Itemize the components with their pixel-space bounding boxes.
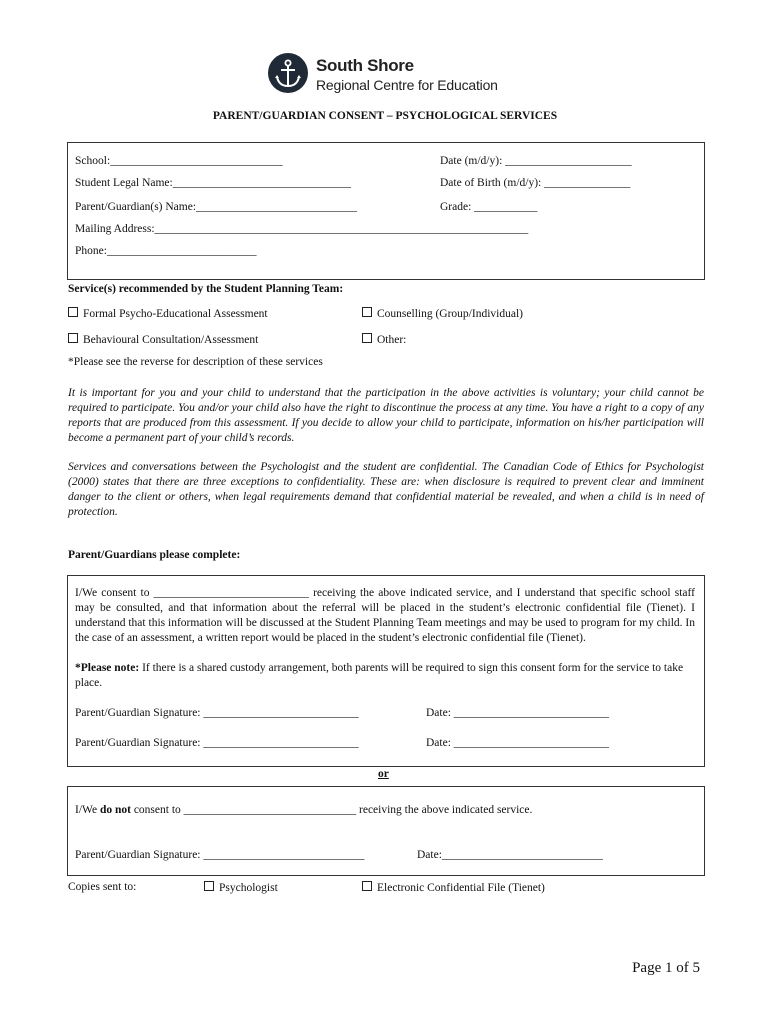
org-subtitle: Regional Centre for Education: [316, 77, 498, 93]
page-number: Page 1 of 5: [632, 960, 700, 976]
grade-field[interactable]: Grade: ___________: [440, 201, 538, 213]
option-label: Behavioural Consultation/Assessment: [83, 334, 259, 346]
consent-heading: Parent/Guardians please complete:: [68, 549, 241, 561]
option-label: Other:: [377, 334, 407, 346]
date-field-2[interactable]: Date: ___________________________: [426, 737, 610, 749]
phone-field[interactable]: Phone:__________________________: [75, 245, 257, 257]
checkbox-icon[interactable]: [362, 881, 372, 891]
school-field[interactable]: School:______________________________: [75, 155, 283, 167]
confidentiality-paragraph: Services and conversations between the Psychologist and the student are confidential. The Canadian Code of Ethics for Psychologist (2000) states that there are three exceptions to confidentiality. These are: when disclosure is required to prevent clear and imminent danger to the client or others, when legal requirements demand that confidential material be revealed, and when a child is in need of protection.: [68, 461, 704, 518]
note-label: *Please note:: [75, 662, 140, 674]
no-consent-box: [67, 786, 705, 876]
copies-label: Copies sent to:: [68, 881, 137, 893]
parent-name-field[interactable]: Parent/Guardian(s) Name:____________________________: [75, 201, 358, 213]
services-note: *Please see the reverse for description of these services: [68, 356, 323, 368]
checkbox-icon[interactable]: [362, 333, 372, 343]
checkbox-icon[interactable]: [362, 307, 372, 317]
page-title: PARENT/GUARDIAN CONSENT – PSYCHOLOGICAL SERVICES: [212, 110, 558, 122]
counselling-option[interactable]: [362, 307, 523, 320]
date-field[interactable]: Date (m/d/y): ______________________: [440, 155, 632, 167]
dob-field[interactable]: Date of Birth (m/d/y): _______________: [440, 177, 631, 189]
behavioural-option[interactable]: [68, 333, 258, 346]
note-text: If there is a shared custody arrangement, both parents will be required to sign this consent form for the service to take place.: [75, 662, 684, 689]
consent-text: I/We consent to ___________________________ receiving the above indicated service, and I understand that specific school staff may be consulted, and that information about the referral will be placed in the student’s electronic confidential file (Tienet). I understand that this information will be discussed at the Student Planning Team meetings and may be used to program for my child. In the case of an assessment, a written report would be placed in the student’s electronic confidential file (Tienet).: [75, 587, 695, 644]
signature-field-2[interactable]: Parent/Guardian Signature: ___________________________: [75, 737, 359, 749]
checkbox-icon[interactable]: [204, 881, 214, 891]
option-label: Electronic Confidential File (Tienet): [377, 882, 545, 894]
anchor-icon: [268, 53, 308, 93]
checkbox-icon[interactable]: [68, 307, 78, 317]
checkbox-icon[interactable]: [68, 333, 78, 343]
copy-psychologist-option[interactable]: [204, 881, 278, 894]
option-label: Counselling (Group/Individual): [377, 308, 523, 320]
org-name: South Shore: [316, 56, 414, 75]
logo: [268, 53, 508, 97]
signature-field-1[interactable]: Parent/Guardian Signature: ___________________________: [75, 707, 359, 719]
copy-file-option[interactable]: [362, 881, 545, 894]
or-divider: or: [378, 768, 389, 780]
student-name-field[interactable]: Student Legal Name:_______________________________: [75, 177, 351, 189]
option-label: Psychologist: [219, 882, 278, 894]
custody-note: [75, 661, 695, 691]
formal-assessment-option[interactable]: [68, 307, 268, 320]
no-consent-text: [75, 804, 532, 816]
no-consent-emphasis: do not: [99, 804, 131, 816]
services-heading: Service(s) recommended by the Student Planning Team:: [68, 283, 344, 295]
address-field[interactable]: Mailing Address:_________________________________________________________________: [75, 223, 529, 235]
date-field-3[interactable]: Date:____________________________: [417, 849, 603, 861]
no-consent-post: consent to ______________________________ receiving the above indicated service.: [130, 804, 533, 816]
voluntary-paragraph: It is important for you and your child to understand that the participation in the above activities is voluntary; your child cannot be required to participate. You and/or your child also have the right to discontinue the process at any time. You have a right to a copy of any reports that are produced from this assessment. If you decide to allow your child to participate, information on his/her participation will become a permanent part of your child’s records.: [68, 387, 704, 444]
date-field-1[interactable]: Date: ___________________________: [426, 707, 610, 719]
option-label: Formal Psycho-Educational Assessment: [83, 308, 268, 320]
signature-field-3[interactable]: Parent/Guardian Signature: ____________________________: [75, 849, 365, 861]
other-option[interactable]: [362, 333, 406, 346]
no-consent-pre: I/We: [75, 804, 100, 816]
